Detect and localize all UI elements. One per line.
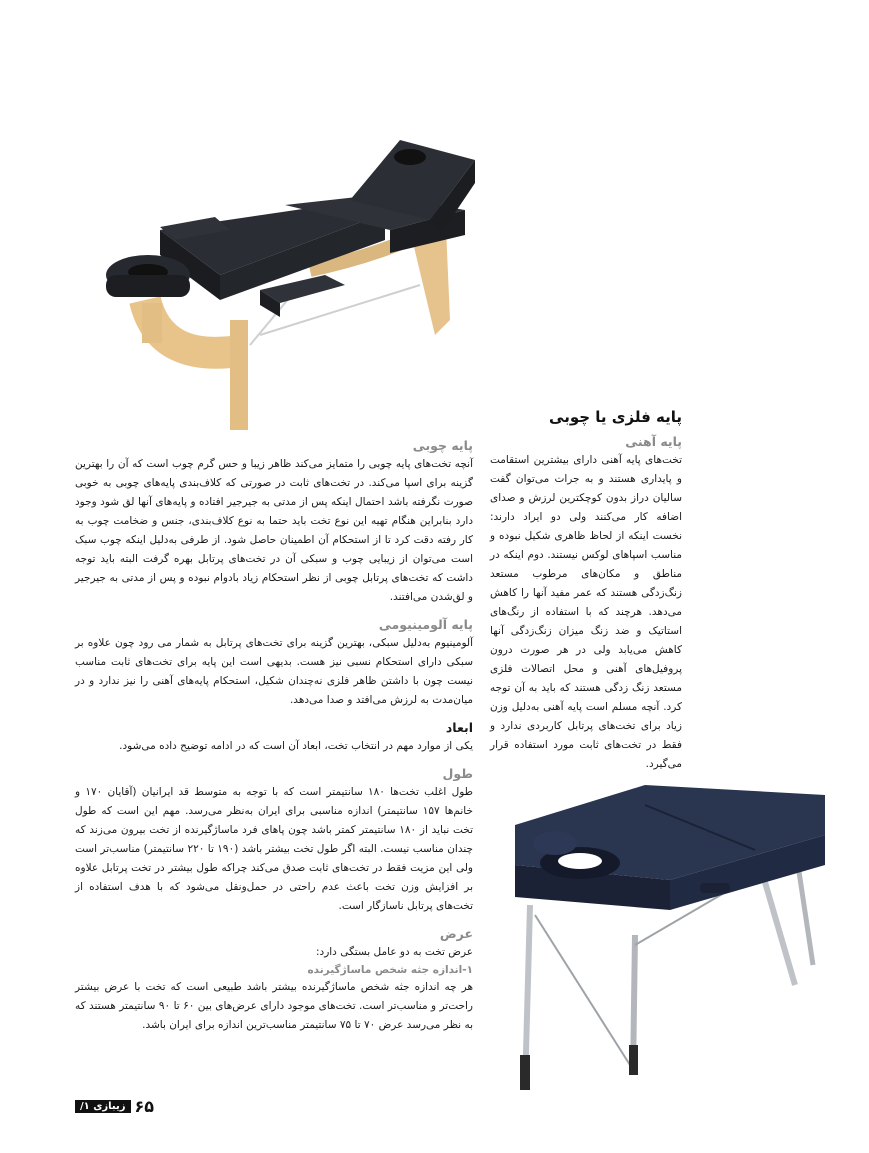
page-title: پایه فلزی یا چوبی [549,408,682,426]
width-body: هر چه اندازه جثه شخص ماساژگیرنده بیشتر باشد طبیعی است که تخت با عرض بیشتر راحت‌تر و مناسب‌تر است. تخت‌های موجود دارای عرض‌های بین ۶۰ تا ۹۰ سانتیمتر هستند که به نظر می‌رسد عرض ۷۰ تا ۷۵ سانتیمتر مناسب‌ترین اندازه برای ایران باشد. [75,981,473,1031]
dimensions-section [75,720,473,756]
length-section [75,766,473,916]
width-heading: عرض [439,926,473,941]
width-section [75,926,473,1035]
length-body: طول اغلب تخت‌ها ۱۸۰ سانتیمتر است که با توجه به متوسط قد ایرانیان (آقایان ۱۷۰ و خانم‌ها ۱۵۷ سانتیمتر) اندازه مناسبی برای ایران به‌نظر می‌رسد. مهم این است که طول تخت نباید از ۱۸۰ سانتیمتر کمتر باشد چون پاهای فرد ماساژگیرنده از تخت بیرون می‌زند که چندان مناسب نیست. البته اگر طول تخت بیشتر باشد (۱۹۰ تا ۲۲۰ سانتیمتر) مناسب‌تر است ولی این مزیت فقط در تخت‌های ثابت صدق می‌کند چراکه طول بیشتر در تخت پرتابل علاوه بر افزایش وزن تخت باعث عدم راحتی در حمل‌ونقل می‌شود که با هدف استفاده از تخت‌های پرتابل ناسازگار است. [75,786,473,912]
iron-heading: پایه آهنی [625,434,682,449]
wood-body: آنچه تخت‌های پایه چوبی را متمایز می‌کند ظاهر زیبا و حس گرم چوب است که آن را بهترین گزینه برای اسپا می‌کند. در تخت‌های ثابت در صورتی که کلاف‌بندی پایه‌های چوبی به خوبی صورت نگرفته باشد احتمال اینکه پس از مدتی به جیرجیر افتاده و پایه‌های آنها لق شود وجود دارد بنابراین هنگام تهیه این نوع تخت باید حتما به نوع کلاف‌بندی، جنس و ضخامت چوب به کار رفته دقت کرد تا از استحکام آن اطمینان حاصل شود. از طرفی به‌دلیل اینکه چوب سبک است می‌توان از زیبایی چوب و سبکی آن در تخت‌های پرتابل بهره گرفت البته باید توجه داشت که تخت‌های پرتابل چوبی از نظر استحکام زیاد بادوام نبوده و پس از مدتی به جیرجیر و لق‌شدن می‌افتند. [75,458,473,603]
left-column [75,438,473,1045]
dimensions-body: یکی از موارد مهم در انتخاب تخت، ابعاد آن است که در ادامه توضیح داده می‌شود. [119,740,473,752]
magazine-badge: زیبازی ۱/ [75,1100,131,1113]
width-subheading: ۱-اندازه جثه شخص ماساژگیرنده [307,964,473,976]
length-heading: طول [442,766,473,781]
aluminum-massage-table-image [495,765,825,1095]
aluminum-body: آلومینیوم به‌دلیل سبکی، بهترین گزینه برای تخت‌های پرتابل به شمار می رود چون علاوه بر سبکی دارای استحکام نسبی نیز هست. بدیهی است این پایه برای تخت‌های ثابت مناسب نیست چون با داشتن ظاهر فلزی نه‌چندان شکیل، استحکام پایه‌های آهنی را نیز ندارد و در میان‌مدت به لرزش می‌افتد و صدا می‌دهد. [75,637,473,706]
wooden-massage-table-image [100,135,480,435]
iron-section [490,434,682,774]
right-column [490,408,682,784]
aluminum-section [75,617,473,710]
page-number: ۶۵ [134,1097,155,1116]
wood-section [75,438,473,607]
wood-heading: پایه چوبی [412,438,473,453]
dimensions-heading: ابعاد [445,720,473,735]
width-intro: عرض تخت به دو عامل بستگی دارد: [315,946,473,958]
page-footer [75,1097,154,1116]
iron-body: تخت‌های پایه آهنی دارای بیشترین استقامت و پایداری هستند و به جرات می‌توان گفت سالیان دراز بدون کوچکترین لرزش و صدای اضافه کار می‌کنند ولی دو ایراد دارند: نخست اینکه از لحاظ ظاهری شکیل نبوده و مناسب اسپاهای لوکس نیستند. دوم اینکه در مناطق و مکان‌های مرطوب مستعد زنگ‌زدگی هستند که عمر مفید آنها را کاهش می‌دهد. هرچند که با استفاده از رنگ‌های استاتیک و ضد زنگ میزان زنگ‌زدگی آنها کاهش می‌یابد ولی در هر صورت درون پروفیل‌های آهنی و محل اتصالات فلزی مستعد زنگ زدگی هستند که باید به آن توجه کرد. آنچه مسلم است پایه آهنی به‌دلیل وزن زیاد برای تخت‌های پرتابل کاربردی ندارد و فقط در تخت‌های ثابت مورد استفاده قرار می‌گیرد. [490,454,682,770]
aluminum-heading: پایه آلومینیومی [378,617,473,632]
